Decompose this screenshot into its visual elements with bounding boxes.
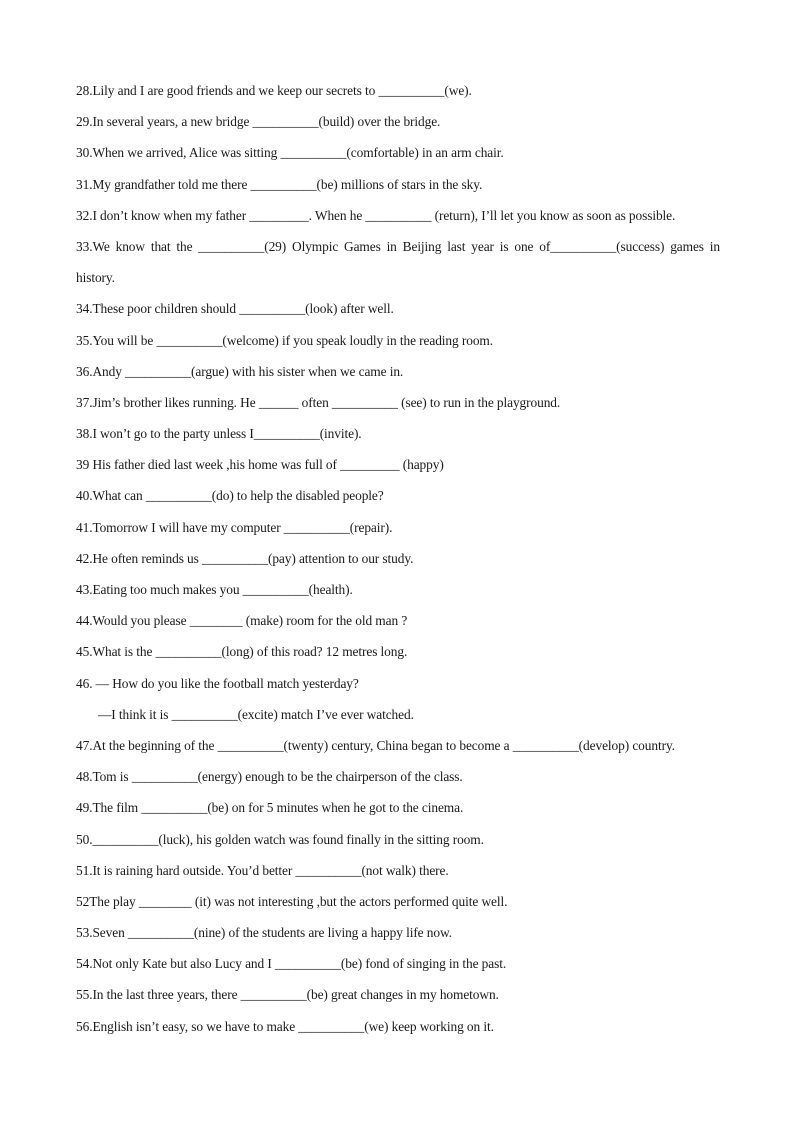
question-line: 43.Eating too much makes you __________(health). [76, 582, 353, 597]
question-line: 52The play ________ (it) was not interesting ,but the actors performed quite well. [76, 893, 508, 909]
question-line: 56.English isn’t easy, so we have to make __________(we) keep working on it. [76, 1018, 494, 1034]
question-line: 33.We know that the __________(29) Olympic Games in Beijing last year is one of__________(success) games in [76, 238, 720, 254]
question-line: 31.My grandfather told me there __________(be) millions of stars in the sky. [76, 176, 483, 192]
question-line: 42.He often reminds us __________(pay) attention to our study. [76, 550, 414, 566]
question-line: 36.Andy __________(argue) with his sister when we came in. [76, 363, 404, 379]
question-line: 30.When we arrived, Alice was sitting __________(comfortable) in an arm chair. [76, 145, 504, 161]
question-line: 46. — How do you like the football match yesterday? [76, 675, 359, 691]
question-line: 41.Tomorrow I will have my computer __________(repair). [76, 519, 393, 535]
question-line: 51.It is raining hard outside. You’d better __________(not walk) there. [76, 862, 449, 878]
question-line: history. [76, 270, 115, 286]
question-line: 35.You will be __________(welcome) if you speak loudly in the reading room. [76, 332, 493, 348]
question-line: 38.I won’t go to the party unless I__________(invite). [76, 426, 362, 442]
question-line: 45.What is the __________(long) of this road? 12 metres long. [76, 644, 408, 660]
question-line: 47.At the beginning of the __________(twenty) century, China began to become a __________(develop) country. [76, 737, 675, 753]
question-line: 37.Jim’s brother likes running. He ______ often __________ (see) to run in the playground. [76, 394, 561, 410]
question-line: 53.Seven __________(nine) of the students are living a happy life now. [76, 925, 452, 941]
question-line: 29.In several years, a new bridge __________(build) over the bridge. [76, 114, 441, 130]
question-line: 50.__________(luck), his golden watch was found finally in the sitting room. [76, 831, 484, 847]
question-line: 40.What can __________(do) to help the disabled people? [76, 488, 384, 504]
question-line: 48.Tom is __________(energy) enough to be the chairperson of the class. [76, 769, 463, 785]
question-line: 54.Not only Kate but also Lucy and I __________(be) fond of singing in the past. [76, 956, 507, 972]
question-list [76, 82, 720, 1049]
question-line: 49.The film __________(be) on for 5 minutes when he got to the cinema. [76, 800, 464, 816]
question-line: 34.These poor children should __________(look) after well. [76, 301, 394, 317]
question-line: 32.I don’t know when my father _________. When he __________ (return), I’ll let you know as soon as possible. [76, 207, 676, 223]
question-line: 28.Lily and I are good friends and we keep our secrets to __________(we). [76, 83, 472, 98]
question-line: 55.In the last three years, there __________(be) great changes in my hometown. [76, 987, 499, 1003]
question-line: —I think it is __________(excite) match I’ve ever watched. [98, 706, 414, 722]
question-line: 39 His father died last week ,his home was full of _________ (happy) [76, 457, 444, 473]
question-line: 44.Would you please ________ (make) room for the old man ? [76, 613, 408, 629]
